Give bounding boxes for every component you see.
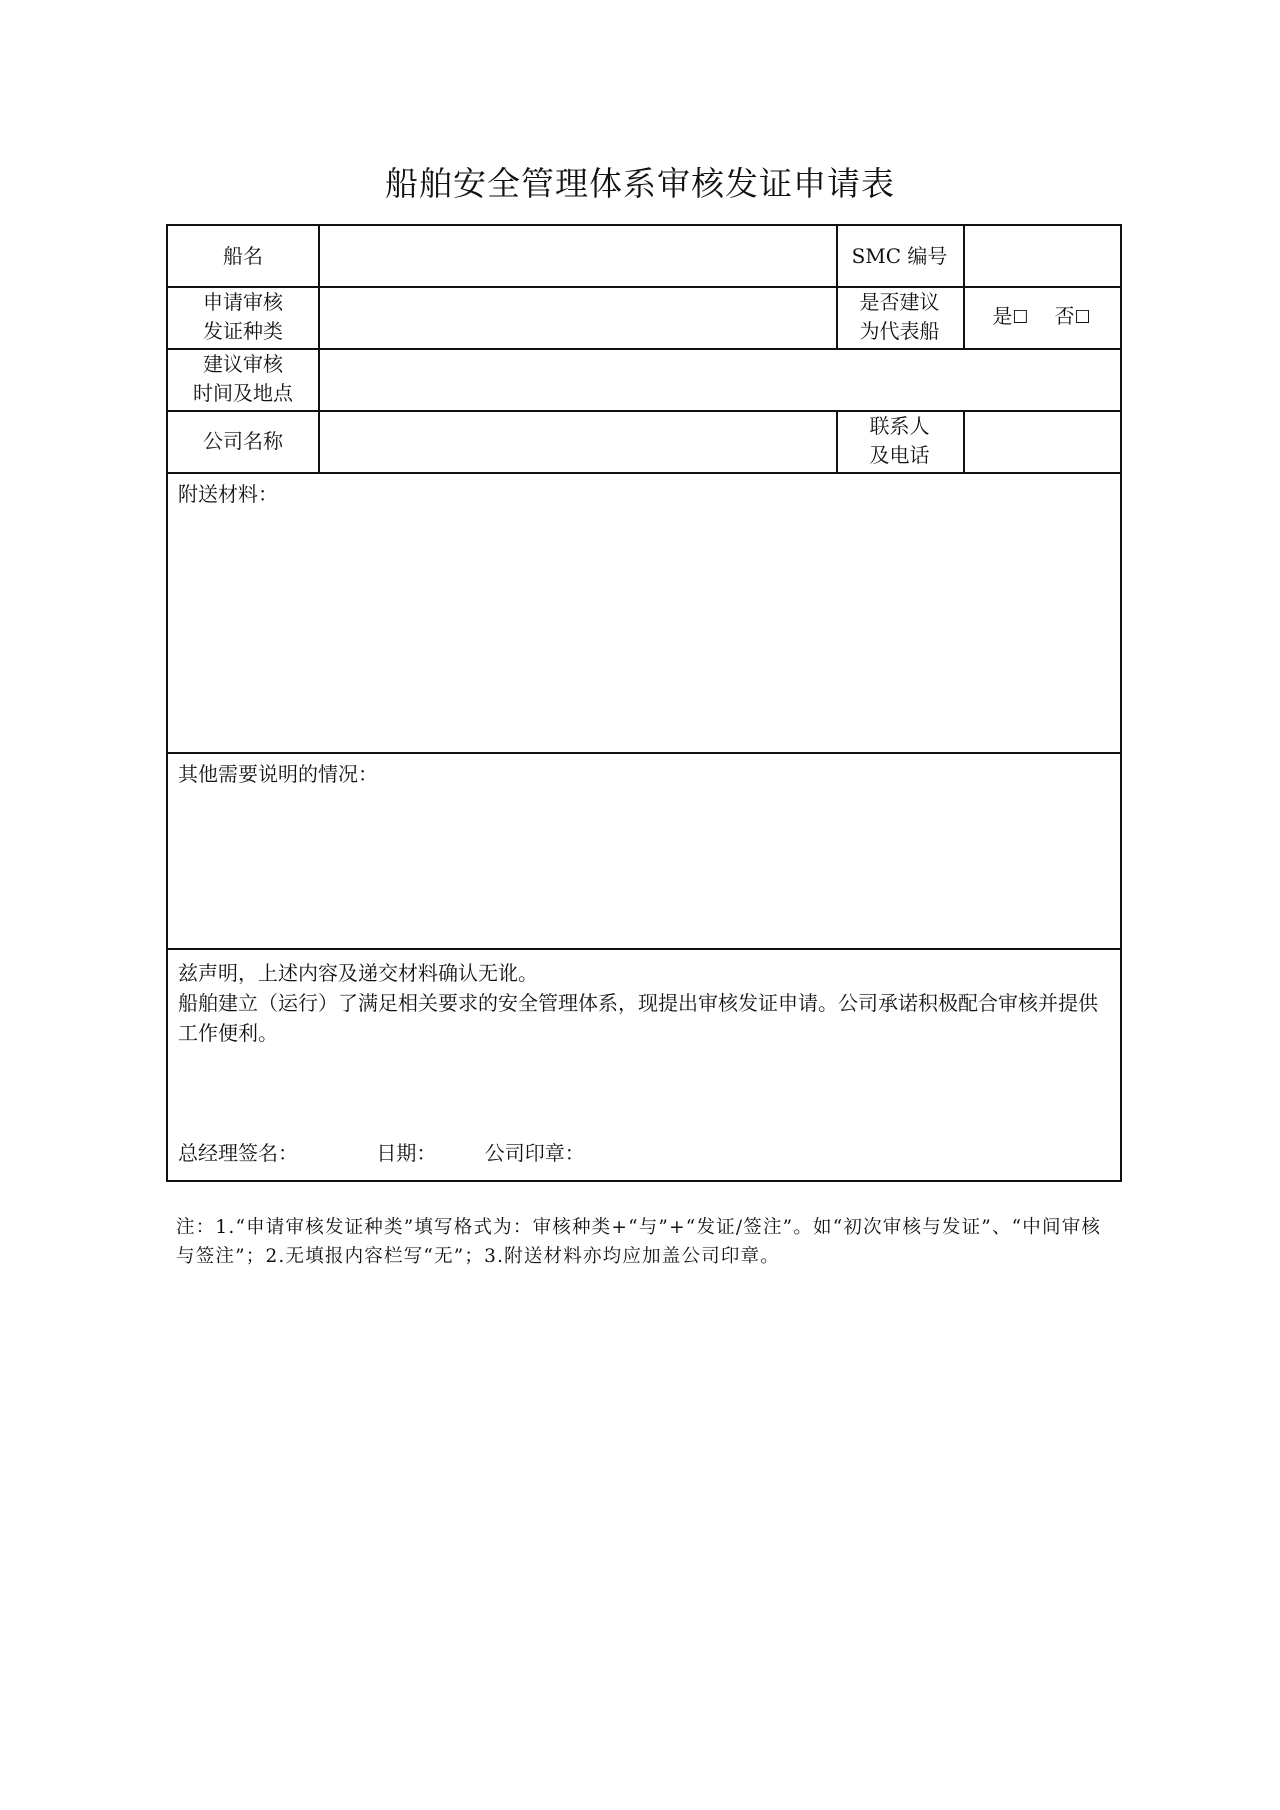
audit-time-place-field[interactable] bbox=[318, 348, 1120, 410]
no-checkbox-icon[interactable]: ☐ bbox=[1074, 307, 1091, 328]
contact-label bbox=[836, 410, 963, 472]
declaration-line1: 兹声明，上述内容及递交材料确认无讹。 bbox=[178, 961, 538, 985]
row-divider bbox=[168, 348, 1120, 350]
col-divider bbox=[836, 410, 838, 472]
contact-label-line1: 联系人 bbox=[869, 414, 930, 438]
company-name-label: 公司名称 bbox=[203, 428, 283, 453]
date-label: 日期： bbox=[376, 1141, 437, 1165]
gm-signature-label: 总经理签名： bbox=[178, 1141, 298, 1165]
yes-label: 是 bbox=[992, 304, 1013, 328]
application-form bbox=[166, 224, 1122, 1182]
contact-label-line2: 及电话 bbox=[869, 443, 930, 467]
signature-row bbox=[178, 1137, 585, 1166]
ship-name-label: 船名 bbox=[223, 243, 263, 268]
company-seal-label: 公司印章： bbox=[484, 1141, 585, 1165]
no-option[interactable] bbox=[1055, 302, 1091, 332]
other-notes-label: 其他需要说明的情况： bbox=[178, 762, 378, 786]
representative-ship-options bbox=[963, 286, 1120, 348]
attachments-section[interactable] bbox=[168, 474, 1120, 752]
audit-time-label-line1: 建议审核 bbox=[203, 352, 283, 376]
smc-number-field[interactable] bbox=[963, 226, 1120, 286]
ship-name-field[interactable] bbox=[318, 226, 836, 286]
col-divider bbox=[963, 410, 965, 472]
declaration-text bbox=[178, 958, 1110, 1048]
row-divider bbox=[168, 286, 1120, 288]
representative-ship-label bbox=[836, 286, 963, 348]
row-divider bbox=[168, 410, 1120, 412]
smc-number-label: SMC 编号 bbox=[851, 243, 948, 268]
col-divider bbox=[318, 226, 320, 472]
form-notes: 注：1.“申请审核发证种类”填写格式为：审核种类+“与”+“发证/签注”。如“初次审核与发证”、“中间审核与签注”；2.无填报内容栏写“无”；3.附送材料亦均应加盖公司印章。 bbox=[176, 1217, 1102, 1267]
cert-type-field[interactable] bbox=[318, 286, 836, 348]
page-title: 船舶安全管理体系审核发证申请表 bbox=[385, 164, 895, 203]
other-notes-section[interactable] bbox=[168, 754, 1120, 948]
yes-option[interactable] bbox=[992, 302, 1028, 332]
col-divider bbox=[836, 226, 838, 348]
audit-time-label-line2: 时间及地点 bbox=[193, 381, 293, 405]
attachments-label: 附送材料： bbox=[178, 482, 278, 506]
cert-type-label-line2: 发证种类 bbox=[203, 319, 283, 343]
col-divider bbox=[963, 226, 965, 348]
cert-type-label bbox=[168, 286, 318, 348]
audit-time-place-label bbox=[168, 348, 318, 410]
yes-checkbox-icon[interactable]: ☐ bbox=[1012, 307, 1029, 328]
representative-label-line2: 为代表船 bbox=[859, 319, 940, 343]
contact-field[interactable] bbox=[963, 410, 1120, 472]
cert-type-label-line1: 申请审核 bbox=[203, 290, 283, 314]
declaration-section bbox=[168, 950, 1120, 1180]
company-name-field[interactable] bbox=[318, 410, 836, 472]
declaration-line2: 船舶建立（运行）了满足相关要求的安全管理体系，现提出审核发证申请。公司承诺积极配合审核并提供工作便利。 bbox=[178, 991, 1098, 1045]
no-label: 否 bbox=[1054, 304, 1075, 328]
representative-label-line1: 是否建议 bbox=[859, 290, 940, 314]
